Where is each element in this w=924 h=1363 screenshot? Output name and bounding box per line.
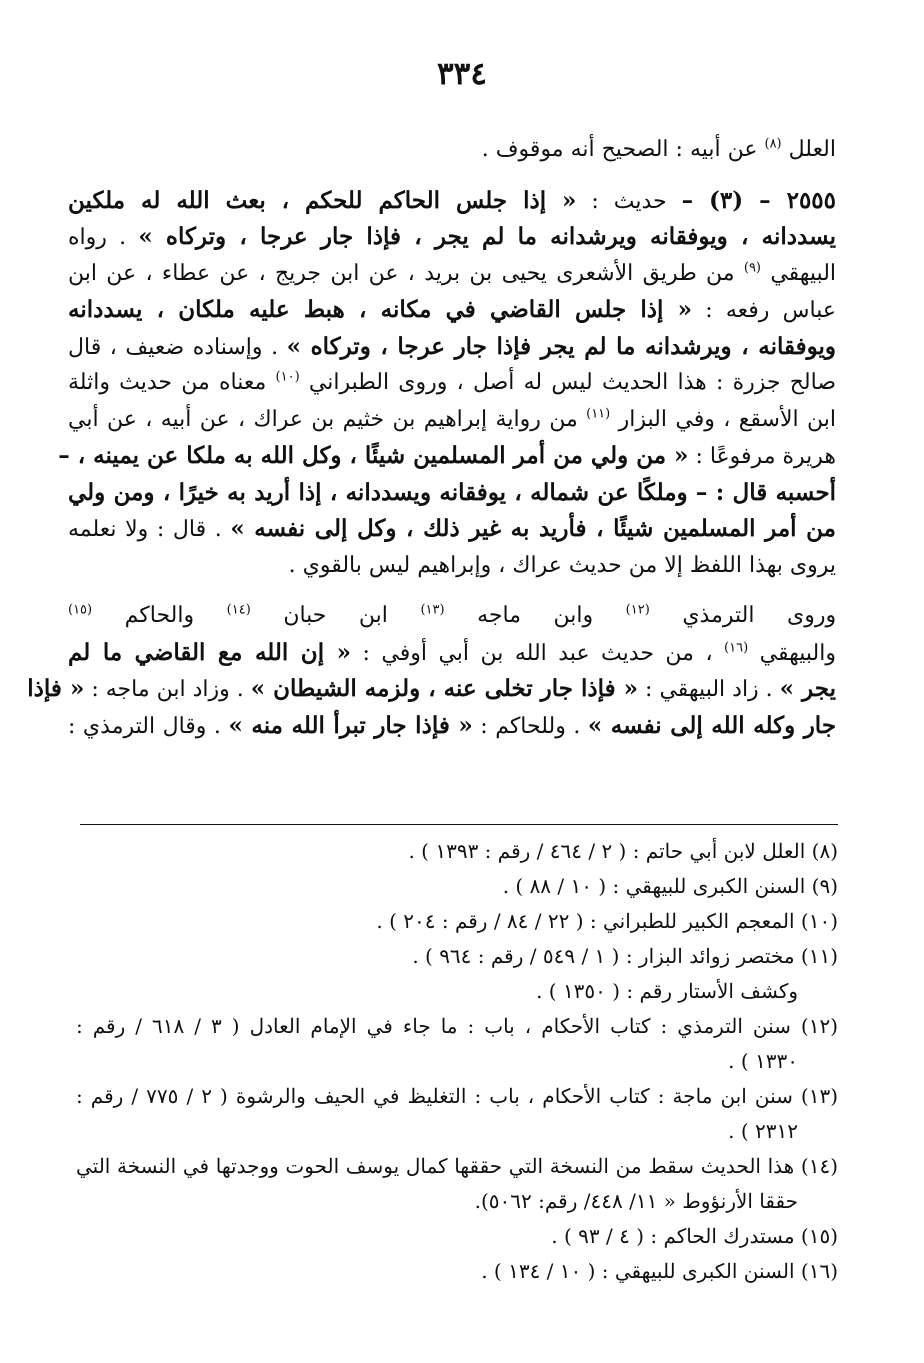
- footnote-ref: (١٤): [226, 602, 251, 618]
- text-line: [27, 671, 836, 708]
- hadith-text: يسددانه ، ويوفقانه ويرشدانه ما لم يجر ، فإذا جار عرجا ، وتركاه »: [138, 223, 837, 250]
- footnote-ref: (١٠): [275, 369, 300, 385]
- hadith-number: ٢٥٥٥ – (٣) –: [681, 186, 837, 214]
- hadith-text: يجر »: [779, 675, 836, 702]
- text-line: [68, 183, 836, 220]
- text-run: من رواية إبراهيم بن خثيم بن عراك ، عن أبيه ، عن أبي: [68, 406, 578, 432]
- text-line: [68, 548, 836, 585]
- footnote-15: (١٥) مستدرك الحاكم : ( ٤ / ٩٣ ) .: [551, 1224, 838, 1248]
- text-run: وابن ماجه: [477, 603, 594, 628]
- text-run: حديث :: [591, 188, 667, 214]
- text-run: العلل: [788, 137, 836, 162]
- text-line: [68, 402, 836, 439]
- text-run: . زاد البيهقي :: [645, 677, 773, 702]
- page-number: ٣٣٤: [437, 56, 487, 92]
- text-run: . قال : ولا نعلمه: [68, 517, 222, 542]
- text-line: [68, 292, 836, 329]
- text-line: [68, 132, 836, 169]
- text-run: . وزاد ابن ماجه :: [91, 677, 244, 702]
- footnote-12-continued: ١٣٣٠ ) .: [728, 1049, 798, 1073]
- text-line: [68, 598, 836, 635]
- footnote-11: (١١) مختصر زوائد البزار : ( ١ / ٥٤٩ / رقم : ٩٦٤ ) .: [412, 944, 838, 968]
- main-text: [27, 132, 837, 744]
- hadith-text: « إذا جلس الحاكم للحكم ، بعث الله له ملكين: [68, 186, 577, 214]
- footnote-9: (٩) السنن الكبرى للبيهقي : ( ١٠ / ٨٨ ) .: [502, 874, 838, 898]
- text-run: ابن حبان: [283, 603, 388, 628]
- footnote-ref: (١٢): [625, 602, 650, 618]
- footnote-ref: (٩): [743, 260, 761, 276]
- footnotes: [76, 834, 838, 1289]
- footnote-ref: (٨): [764, 136, 782, 152]
- text-line: [68, 329, 836, 366]
- text-line: [68, 256, 836, 293]
- footnote-ref: (١١): [586, 406, 611, 422]
- hadith-text: « إذا جلس القاضي في مكانه ، هبط عليه ملكان ، يسددانه: [68, 296, 693, 323]
- footnote-10: (١٠) المعجم الكبير للطبراني : ( ٢٢ / ٨٤ / رقم : ٢٠٤ ) .: [376, 909, 838, 933]
- footnote-13: (١٣) سنن ابن ماجة : كتاب الأحكام ، باب : التغليظ في الحيف والرشوة ( ٢ / ٧٧٥ / رقم :: [76, 1084, 839, 1108]
- text-line: [58, 438, 836, 475]
- text-run: عباس رفعه :: [705, 298, 836, 323]
- text-line: [68, 365, 836, 402]
- text-run: معناه من حديث واثلة: [68, 370, 267, 395]
- footnote-12: (١٢) سنن الترمذي : كتاب الأحكام ، باب : ما جاء في الإمام العادل ( ٣ / ٦١٨ / رقم :: [76, 1014, 839, 1038]
- text-run: البيهقي: [770, 260, 837, 286]
- footnote-ref: (١٥): [68, 602, 93, 618]
- footnote-separator: [80, 824, 838, 825]
- text-run: والبيهقي: [759, 640, 836, 666]
- text-line: [68, 219, 836, 256]
- text-run: وروى الترمذي: [682, 603, 837, 628]
- text-run: هريرة مرفوعًا :: [695, 444, 836, 469]
- text-run: . وقال الترمذي :: [68, 713, 221, 739]
- text-run: والحاكم: [124, 603, 195, 628]
- hadith-text: « فإذا جار تبرأ الله منه »: [228, 711, 473, 739]
- footnote-14-continued: حققا الأرنؤوط « ١١/ ٤٤٨/ رقم: ٥٠٦٢).: [474, 1189, 798, 1213]
- footnote-16: (١٦) السنن الكبرى للبيهقي : ( ١٠ / ١٣٤ ) .: [481, 1259, 838, 1283]
- text-run: ، من حديث عبد الله بن أبي أوفي :: [362, 640, 713, 666]
- text-line: [68, 475, 836, 512]
- hadith-text: أحسبه قال : – وملكًا عن شماله ، يوفقانه ويسددانه ، إذا أريد به خيرًا ، ومن ولي: [68, 478, 836, 506]
- text-line: [68, 511, 836, 548]
- footnote-14: (١٤) هذا الحديث سقط من النسخة التي حققها كمال يوسف الحوت ووجدتها في النسخة التي: [76, 1154, 838, 1178]
- text-line: [68, 708, 836, 745]
- text-run: يروى بهذا اللفظ إلا من حديث عراك ، وإبراهيم ليس بالقوي .: [288, 552, 836, 578]
- hadith-text: « إن الله مع القاضي ما لم: [68, 638, 351, 666]
- hadith-text: جار وكله الله إلى نفسه »: [587, 711, 837, 739]
- text-line: [68, 635, 836, 672]
- hadith-text: من أمر المسلمين شيئًا ، فأريد به غير ذلك ، وكل إلى نفسه »: [230, 515, 836, 542]
- hadith-text: « فإذا: [27, 675, 85, 702]
- text-run: . رواه: [68, 225, 127, 250]
- hadith-text: « من ولي من أمر المسلمين شيئًا ، وكل الله به ملكا عن يمينه ، –: [58, 442, 689, 469]
- text-run: صالح جزرة : هذا الحديث ليس له أصل ، وروى الطبراني: [308, 370, 836, 395]
- footnote-ref: (١٦): [724, 640, 749, 656]
- text-run: . وإسناده ضعيف ، قال: [68, 334, 279, 360]
- hadith-text: « فإذا جار تخلى عنه ، ولزمه الشيطان »: [250, 675, 639, 702]
- footnote-ref: (١٣): [420, 602, 445, 618]
- hadith-text: ويوفقانه ، ويرشدانه ما لم يجر فإذا جار عرجا ، وتركاه »: [286, 332, 836, 360]
- text-run: من طريق الأشعرى يحيى بن بريد ، عن ابن جريج ، عن عطاء ، عن ابن: [68, 260, 735, 286]
- text-run: عن أبيه : الصحيح أنه موقوف .: [481, 137, 758, 162]
- footnote-8: (٨) العلل لابن أبي حاتم : ( ٢ / ٤٦٤ / رقم : ١٣٩٣ ) .: [408, 839, 838, 863]
- footnote-11-continued: وكشف الأستار رقم : ( ١٣٥٠ ) .: [536, 979, 798, 1003]
- text-run: ابن الأسقع ، وفي البزار: [618, 406, 836, 432]
- footnote-13-continued: ٢٣١٢ ) .: [728, 1119, 798, 1143]
- text-run: . وللحاكم :: [480, 713, 581, 739]
